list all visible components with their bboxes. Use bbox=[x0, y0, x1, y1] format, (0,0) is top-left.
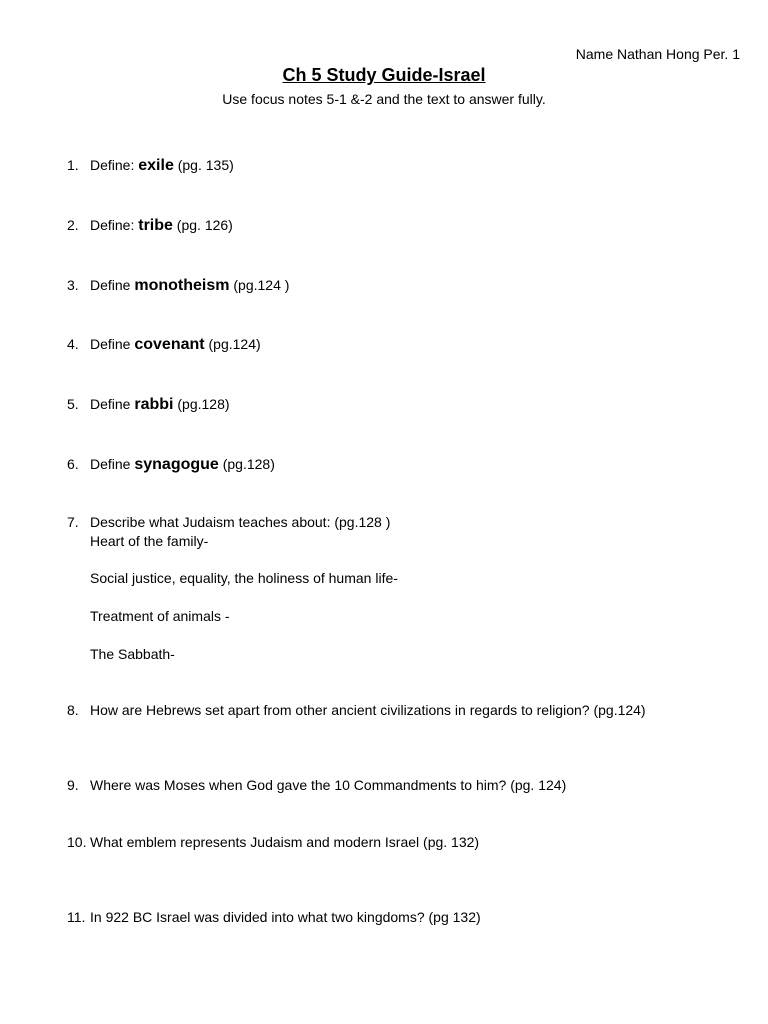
question-text: In 922 BC Israel was divided into what two kingdoms? (pg 132) bbox=[90, 909, 481, 925]
page-title: Ch 5 Study Guide-Israel bbox=[282, 65, 486, 85]
question-prefix: Define: bbox=[90, 157, 139, 173]
question-number: 2. bbox=[67, 217, 79, 233]
page-reference: (pg. 135) bbox=[173, 157, 234, 173]
question-number: 6. bbox=[67, 456, 79, 472]
question-7 bbox=[67, 513, 390, 531]
question-text: Describe what Judaism teaches about: (pg.128 ) bbox=[90, 514, 391, 530]
question-number: 9. bbox=[67, 777, 79, 793]
vocab-term: exile bbox=[138, 157, 174, 174]
page-reference: (pg.128) bbox=[218, 456, 275, 472]
question-number: 1. bbox=[67, 157, 79, 173]
question-number: 8. bbox=[67, 702, 79, 718]
question-6 bbox=[67, 455, 275, 474]
question-prefix: Define bbox=[90, 277, 135, 293]
subitem-sabbath: The Sabbath- bbox=[90, 646, 175, 662]
question-3 bbox=[67, 276, 289, 295]
instructions: Use focus notes 5-1 &-2 and the text to answer fully. bbox=[222, 91, 546, 107]
vocab-term: rabbi bbox=[134, 396, 174, 413]
question-1 bbox=[67, 156, 234, 175]
question-2 bbox=[67, 216, 233, 235]
question-text: What emblem represents Judaism and modern Israel (pg. 132) bbox=[90, 834, 480, 850]
question-number: 7. bbox=[67, 514, 79, 530]
question-number: 4. bbox=[67, 336, 79, 352]
question-number: 5. bbox=[67, 396, 79, 412]
vocab-term: monotheism bbox=[134, 277, 230, 294]
question-prefix: Define bbox=[90, 456, 135, 472]
question-text: How are Hebrews set apart from other ancient civilizations in regards to religion? (pg.124) bbox=[90, 702, 646, 718]
page-reference: (pg.128) bbox=[173, 396, 230, 412]
question-4 bbox=[67, 335, 261, 354]
subitem-social-justice: Social justice, equality, the holiness of human life- bbox=[90, 570, 398, 586]
question-9 bbox=[67, 776, 566, 794]
question-number: 11. bbox=[67, 909, 86, 925]
question-number: 10. bbox=[67, 834, 87, 850]
question-prefix: Define: bbox=[90, 217, 139, 233]
vocab-term: tribe bbox=[138, 217, 173, 234]
name-line: Name Nathan Hong Per. 1 bbox=[575, 46, 740, 62]
subitem-treatment-of-animals: Treatment of animals - bbox=[90, 608, 230, 624]
question-5 bbox=[67, 395, 230, 414]
question-10 bbox=[67, 833, 479, 851]
vocab-term: synagogue bbox=[134, 456, 219, 473]
question-number: 3. bbox=[67, 277, 79, 293]
page-reference: (pg.124) bbox=[204, 336, 261, 352]
page-reference: (pg. 126) bbox=[172, 217, 233, 233]
question-11 bbox=[67, 908, 481, 926]
page-reference: (pg.124 ) bbox=[229, 277, 290, 293]
question-prefix: Define bbox=[90, 396, 135, 412]
question-text: Where was Moses when God gave the 10 Commandments to him? (pg. 124) bbox=[90, 777, 567, 793]
question-8 bbox=[67, 701, 646, 719]
vocab-term: covenant bbox=[134, 336, 205, 353]
question-prefix: Define bbox=[90, 336, 135, 352]
subitem-heart-of-family: Heart of the family- bbox=[90, 533, 209, 549]
